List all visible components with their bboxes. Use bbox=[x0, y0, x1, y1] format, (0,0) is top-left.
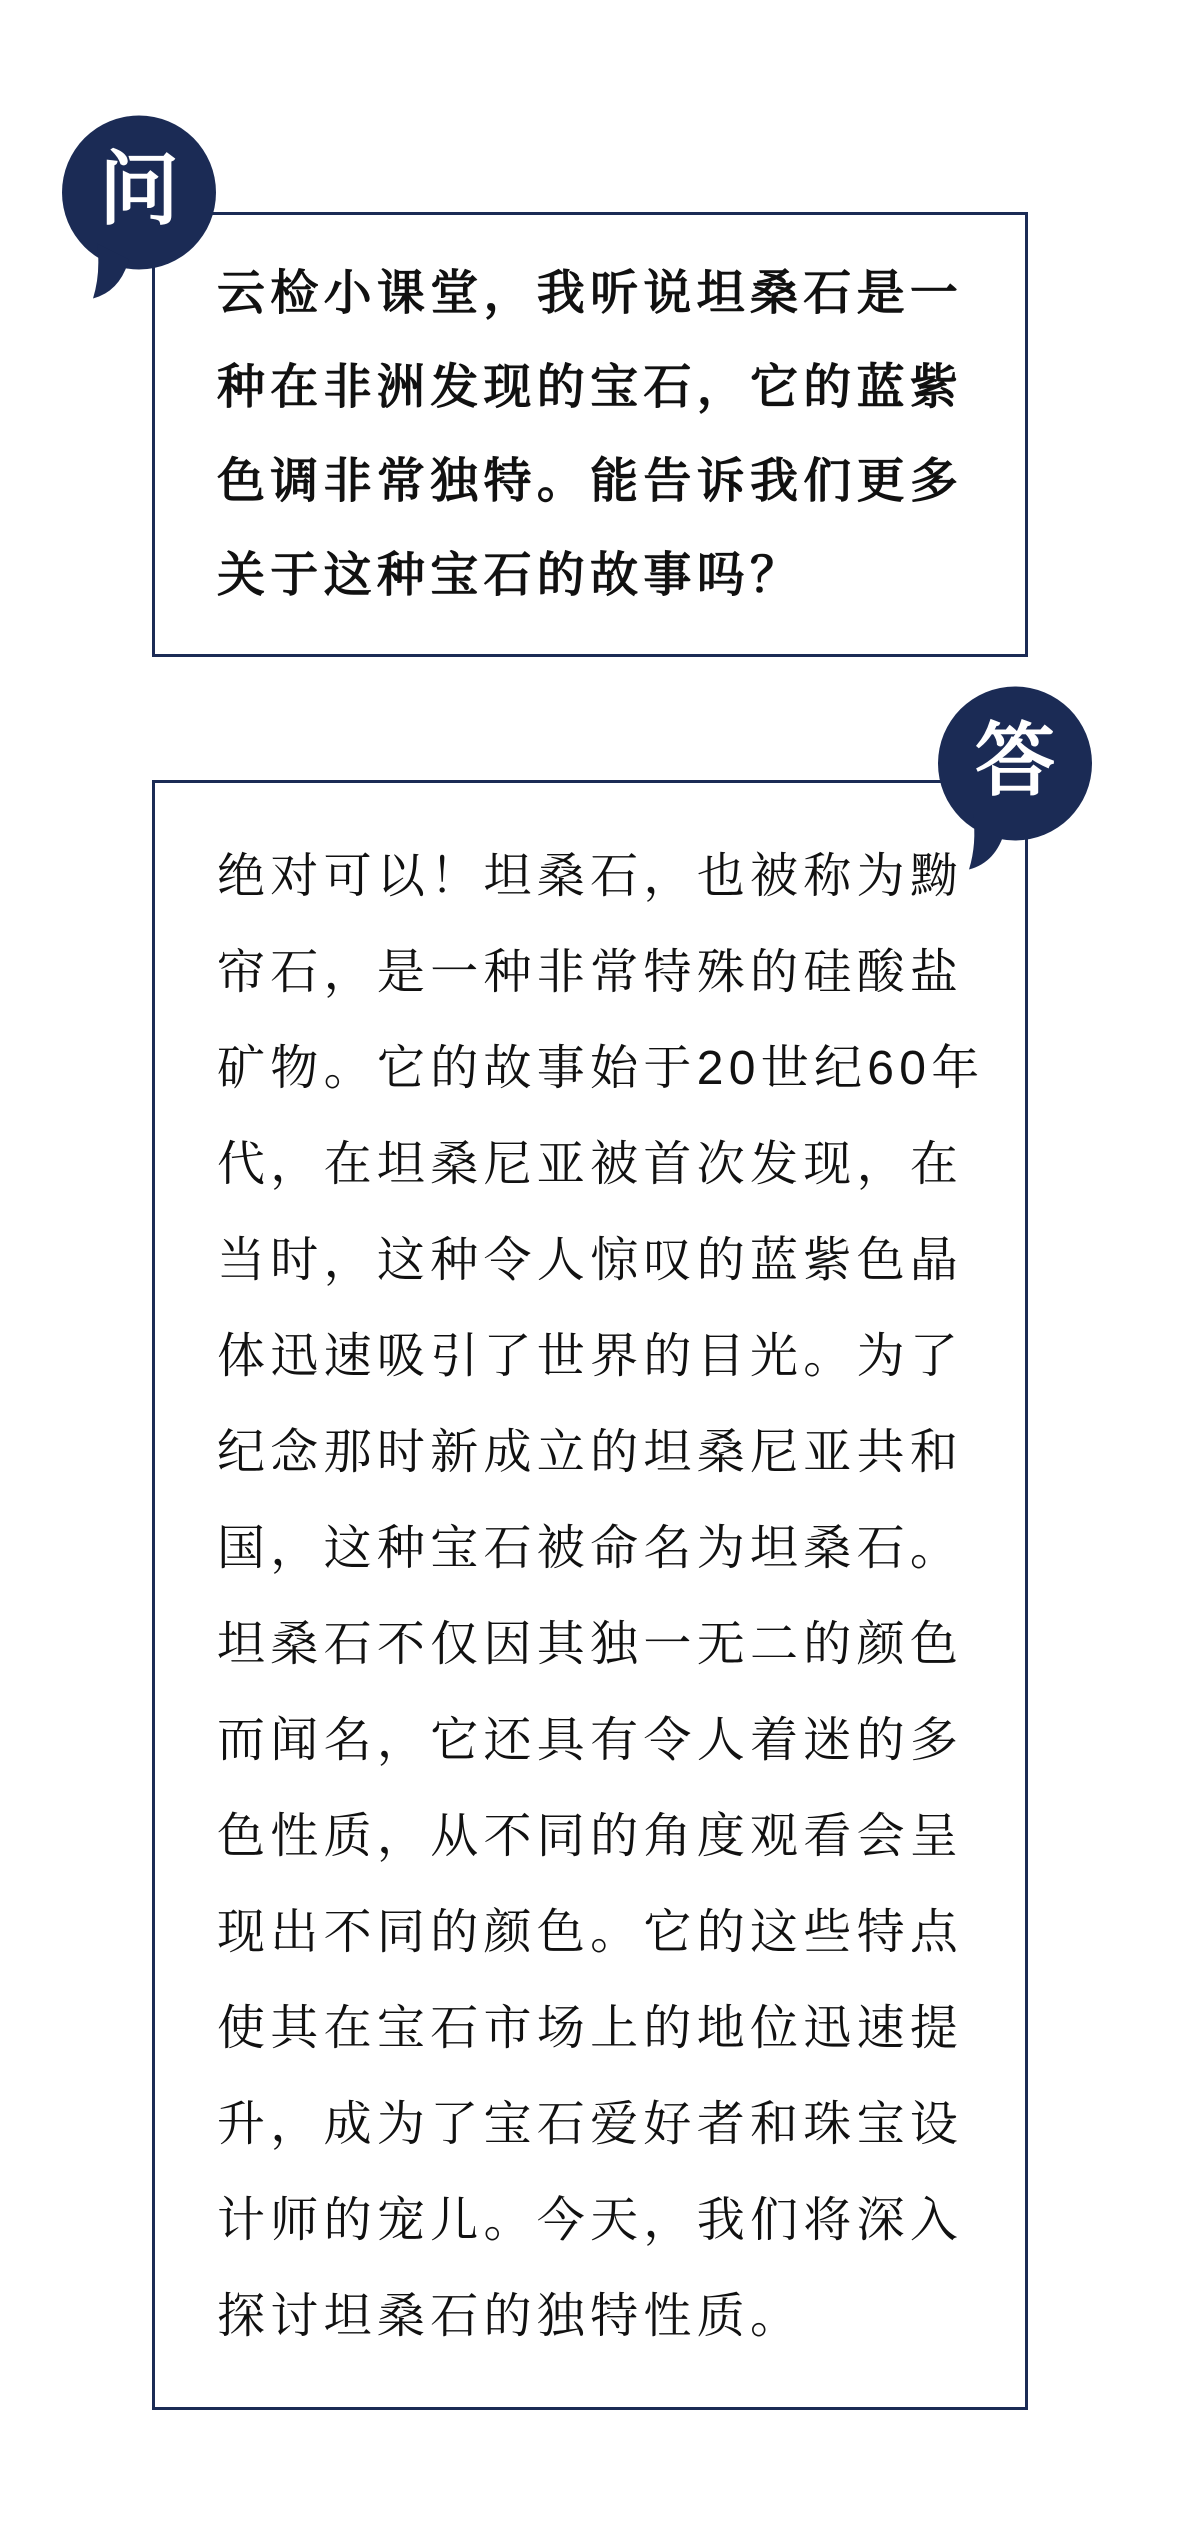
question-text-line: 关于这种宝石的故事吗？ bbox=[217, 549, 804, 602]
question-badge bbox=[62, 113, 216, 313]
answer-text-line: 体迅速吸引了世界的目光。为了 bbox=[217, 1330, 964, 1383]
answer-text-line: 当时，这种令人惊叹的蓝紫色晶 bbox=[217, 1234, 964, 1287]
question-badge-label: 问 bbox=[99, 145, 179, 234]
question-text-line: 种在非洲发现的宝石，它的蓝紫 bbox=[217, 361, 964, 414]
answer-text-line: 纪念那时新成立的坦桑尼亚共和 bbox=[217, 1426, 964, 1479]
answer-text-line: 代，在坦桑尼亚被首次发现，在 bbox=[217, 1138, 964, 1191]
question-text-line: 云检小课堂，我听说坦桑石是一 bbox=[217, 267, 964, 320]
answer-text-line: 使其在宝石市场上的地位迅速提 bbox=[217, 2002, 964, 2055]
answer-text-line: 探讨坦桑石的独特性质。 bbox=[217, 2290, 804, 2343]
answer-text-line: 矿物。它的故事始于20世纪60年 bbox=[217, 1042, 985, 1095]
answer-text-line: 而闻名，它还具有令人着迷的多 bbox=[217, 1714, 964, 1767]
answer-text-line: 升，成为了宝石爱好者和珠宝设 bbox=[217, 2098, 964, 2151]
answer-text-line: 国，这种宝石被命名为坦桑石。 bbox=[217, 1522, 964, 1575]
answer-badge-label: 答 bbox=[975, 716, 1055, 805]
question-box bbox=[152, 212, 1028, 657]
answer-text-line: 计师的宠儿。今天，我们将深入 bbox=[217, 2194, 964, 2247]
answer-badge bbox=[938, 684, 1092, 884]
answer-text-line: 色性质，从不同的角度观看会呈 bbox=[217, 1810, 964, 1863]
answer-text-line: 绝对可以！坦桑石，也被称为黝 bbox=[217, 850, 964, 903]
answer-text-line: 帘石，是一种非常特殊的硅酸盐 bbox=[217, 946, 964, 999]
answer-text-line: 坦桑石不仅因其独一无二的颜色 bbox=[217, 1618, 964, 1671]
answer-text-line: 现出不同的颜色。它的这些特点 bbox=[217, 1906, 964, 1959]
answer-box bbox=[152, 780, 1028, 2410]
question-text-line: 色调非常独特。能告诉我们更多 bbox=[217, 455, 964, 508]
